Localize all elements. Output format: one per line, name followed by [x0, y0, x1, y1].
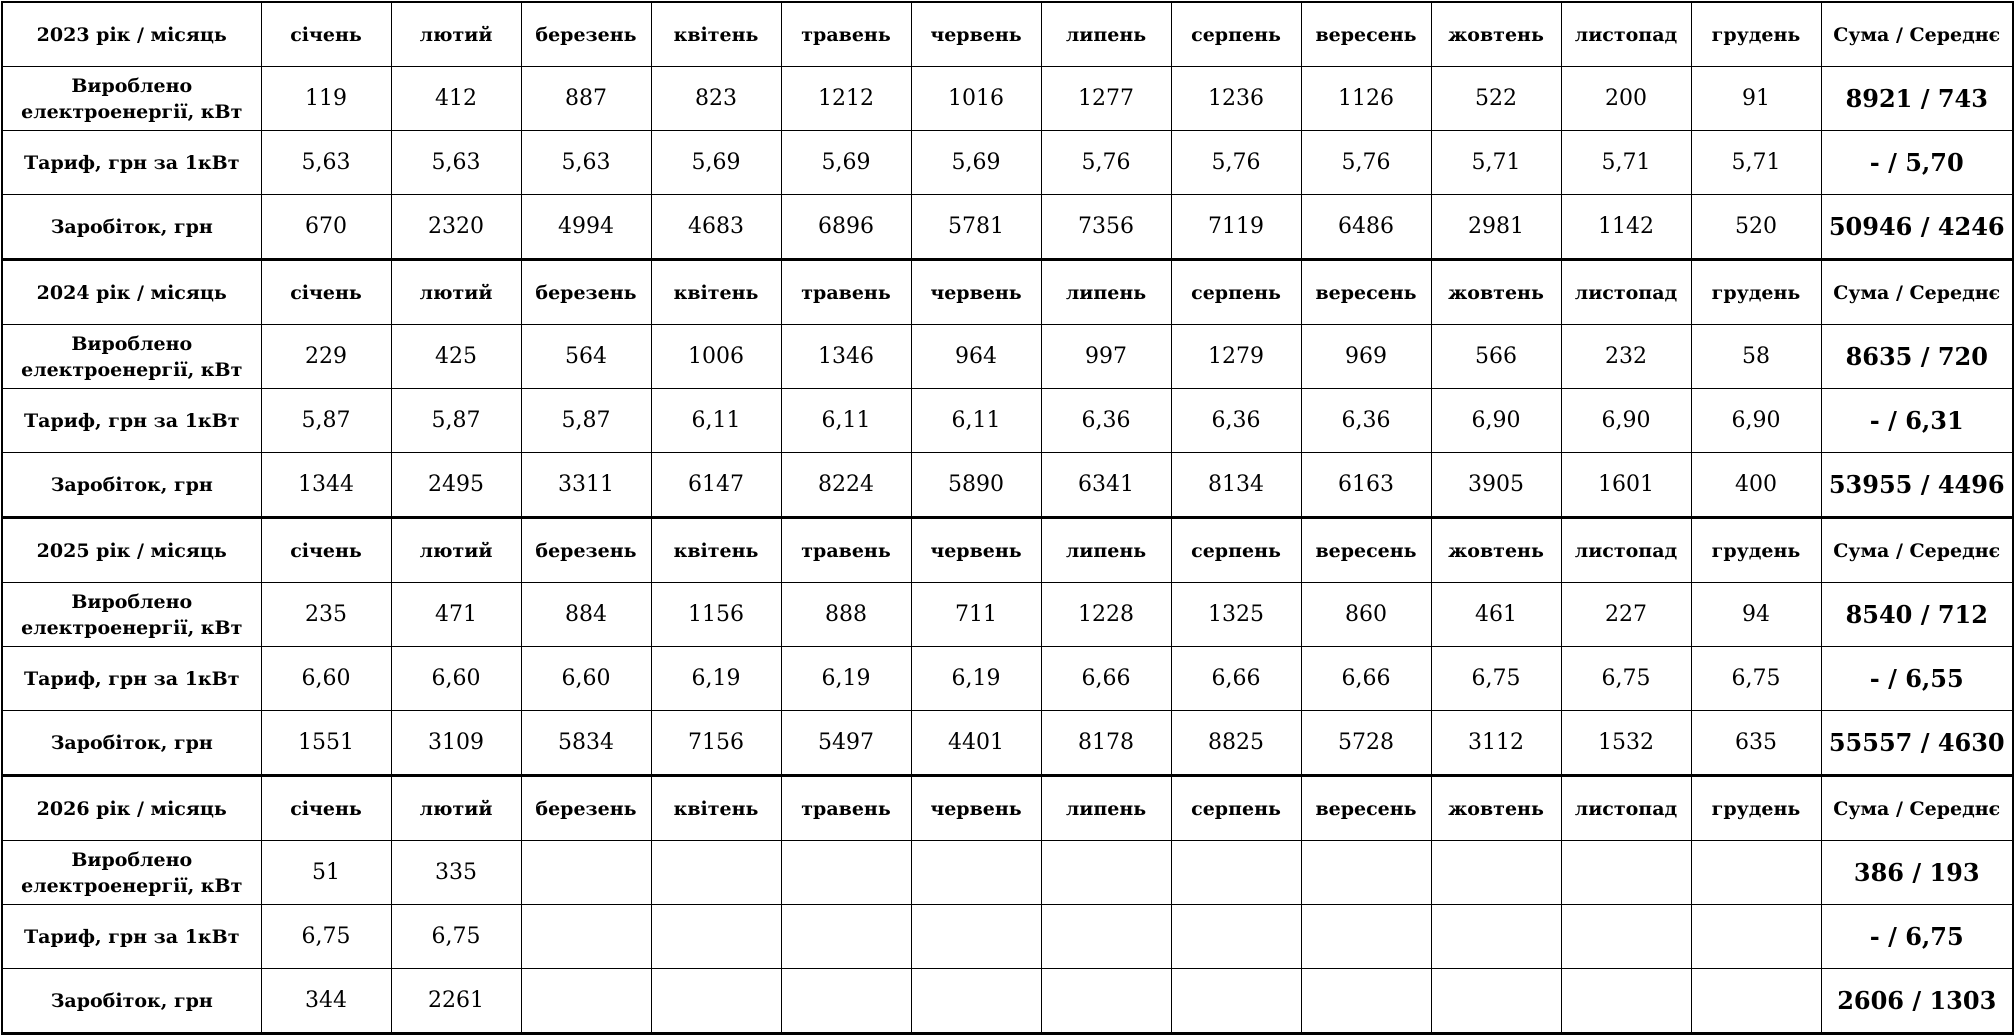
tariff-cell: 6,11	[781, 389, 911, 453]
tariff-cell: 6,75	[1561, 647, 1691, 711]
month-header: квітень	[651, 260, 781, 325]
tariff-cell: 5,76	[1041, 131, 1171, 195]
year-title: 2023 рік / місяць	[2, 2, 261, 67]
tariff-cell: 6,11	[651, 389, 781, 453]
earnings-row	[2, 195, 2013, 260]
earnings-cell: 670	[261, 195, 391, 260]
earnings-cell	[521, 969, 651, 1034]
tariff-cell: 6,90	[1691, 389, 1821, 453]
produced-cell: 1228	[1041, 583, 1171, 647]
earnings-cell: 1344	[261, 453, 391, 518]
total-header: Сума / Середнє	[1821, 260, 2013, 325]
produced-cell: 1346	[781, 325, 911, 389]
month-header: листопад	[1561, 2, 1691, 67]
earnings-cell: 6486	[1301, 195, 1431, 260]
month-header: липень	[1041, 2, 1171, 67]
month-header: жовтень	[1431, 518, 1561, 583]
earnings-cell: 3109	[391, 711, 521, 776]
produced-cell: 232	[1561, 325, 1691, 389]
tariff-label: Тариф, грн за 1кВт	[2, 647, 261, 711]
produced-cell: 884	[521, 583, 651, 647]
earnings-cell: 6163	[1301, 453, 1431, 518]
month-header: січень	[261, 518, 391, 583]
produced-cell: 94	[1691, 583, 1821, 647]
tariff-cell: 6,60	[521, 647, 651, 711]
produced-cell	[1301, 841, 1431, 905]
month-header: січень	[261, 260, 391, 325]
earnings-cell: 1142	[1561, 195, 1691, 260]
month-header: червень	[911, 260, 1041, 325]
produced-cell	[1431, 841, 1561, 905]
tariff-cell	[651, 905, 781, 969]
earnings-label: Заробіток, грн	[2, 711, 261, 776]
tariff-cell: 6,11	[911, 389, 1041, 453]
produced-cell: 1236	[1171, 67, 1301, 131]
earnings-row	[2, 711, 2013, 776]
tariff-cell: 5,63	[521, 131, 651, 195]
earnings-cell	[1431, 969, 1561, 1034]
month-header: березень	[521, 518, 651, 583]
earnings-cell: 8825	[1171, 711, 1301, 776]
tariff-cell	[1171, 905, 1301, 969]
tariff-label: Тариф, грн за 1кВт	[2, 131, 261, 195]
tariff-cell: 5,63	[391, 131, 521, 195]
produced-cell: 425	[391, 325, 521, 389]
month-header: грудень	[1691, 260, 1821, 325]
earnings-cell	[911, 969, 1041, 1034]
tariff-cell	[521, 905, 651, 969]
earnings-cell: 3311	[521, 453, 651, 518]
month-header: грудень	[1691, 2, 1821, 67]
month-header: грудень	[1691, 776, 1821, 841]
produced-cell: 229	[261, 325, 391, 389]
produced-cell: 711	[911, 583, 1041, 647]
earnings-cell: 6896	[781, 195, 911, 260]
produced-cell	[521, 841, 651, 905]
month-header: травень	[781, 2, 911, 67]
tariff-row	[2, 905, 2013, 969]
earnings-cell: 3112	[1431, 711, 1561, 776]
produced-cell: 51	[261, 841, 391, 905]
earnings-cell	[651, 969, 781, 1034]
tariff-cell	[1041, 905, 1171, 969]
month-header: листопад	[1561, 518, 1691, 583]
produced-cell: 227	[1561, 583, 1691, 647]
tariff-cell	[911, 905, 1041, 969]
produced-total: 8540 / 712	[1821, 583, 2013, 647]
produced-cell: 964	[911, 325, 1041, 389]
tariff-cell: 6,75	[261, 905, 391, 969]
earnings-cell: 1601	[1561, 453, 1691, 518]
earnings-cell: 5834	[521, 711, 651, 776]
tariff-row	[2, 389, 2013, 453]
produced-cell: 566	[1431, 325, 1561, 389]
produced-cell: 888	[781, 583, 911, 647]
earnings-cell: 400	[1691, 453, 1821, 518]
produced-cell: 1279	[1171, 325, 1301, 389]
tariff-cell: 6,75	[1691, 647, 1821, 711]
earnings-cell: 5781	[911, 195, 1041, 260]
produced-label: Вироблено електроенергії, кВт	[2, 325, 261, 389]
produced-cell: 887	[521, 67, 651, 131]
month-header: листопад	[1561, 776, 1691, 841]
tariff-cell: 5,87	[261, 389, 391, 453]
tariff-cell: 6,36	[1171, 389, 1301, 453]
tariff-row	[2, 131, 2013, 195]
earnings-total: 55557 / 4630	[1821, 711, 2013, 776]
month-header: квітень	[651, 776, 781, 841]
produced-cell: 1016	[911, 67, 1041, 131]
month-header: червень	[911, 776, 1041, 841]
month-header: березень	[521, 2, 651, 67]
earnings-cell	[1171, 969, 1301, 1034]
tariff-cell: 6,60	[261, 647, 391, 711]
month-header: березень	[521, 776, 651, 841]
month-header: серпень	[1171, 518, 1301, 583]
earnings-total: 53955 / 4496	[1821, 453, 2013, 518]
earnings-cell: 6341	[1041, 453, 1171, 518]
tariff-cell: 5,71	[1561, 131, 1691, 195]
earnings-cell	[1691, 969, 1821, 1034]
earnings-cell: 2261	[391, 969, 521, 1034]
month-header: квітень	[651, 518, 781, 583]
produced-cell: 1212	[781, 67, 911, 131]
month-header: червень	[911, 2, 1041, 67]
month-header: грудень	[1691, 518, 1821, 583]
year-header-row	[2, 2, 2013, 67]
earnings-cell: 5497	[781, 711, 911, 776]
month-header: листопад	[1561, 260, 1691, 325]
tariff-cell: 6,60	[391, 647, 521, 711]
earnings-cell: 6147	[651, 453, 781, 518]
earnings-row	[2, 969, 2013, 1034]
month-header: травень	[781, 260, 911, 325]
produced-cell: 471	[391, 583, 521, 647]
month-header: вересень	[1301, 260, 1431, 325]
produced-cell: 1277	[1041, 67, 1171, 131]
tariff-cell: 6,66	[1171, 647, 1301, 711]
tariff-cell: 5,71	[1431, 131, 1561, 195]
tariff-cell: 5,76	[1301, 131, 1431, 195]
tariff-cell	[1301, 905, 1431, 969]
year-title: 2026 рік / місяць	[2, 776, 261, 841]
tariff-label: Тариф, грн за 1кВт	[2, 389, 261, 453]
produced-row	[2, 841, 2013, 905]
produced-cell: 91	[1691, 67, 1821, 131]
tariff-row	[2, 647, 2013, 711]
earnings-cell: 3905	[1431, 453, 1561, 518]
earnings-cell: 1551	[261, 711, 391, 776]
year-title: 2024 рік / місяць	[2, 260, 261, 325]
produced-row	[2, 583, 2013, 647]
total-header: Сума / Середнє	[1821, 776, 2013, 841]
produced-cell: 412	[391, 67, 521, 131]
tariff-cell	[1691, 905, 1821, 969]
tariff-label: Тариф, грн за 1кВт	[2, 905, 261, 969]
produced-cell	[781, 841, 911, 905]
produced-cell: 522	[1431, 67, 1561, 131]
tariff-cell: 6,75	[391, 905, 521, 969]
month-header: січень	[261, 2, 391, 67]
earnings-cell: 8178	[1041, 711, 1171, 776]
total-header: Сума / Середнє	[1821, 518, 2013, 583]
earnings-cell: 8224	[781, 453, 911, 518]
earnings-cell: 344	[261, 969, 391, 1034]
earnings-total: 2606 / 1303	[1821, 969, 2013, 1034]
tariff-cell: 6,90	[1431, 389, 1561, 453]
produced-cell: 119	[261, 67, 391, 131]
produced-cell: 969	[1301, 325, 1431, 389]
tariff-cell: 6,36	[1301, 389, 1431, 453]
produced-total: 8635 / 720	[1821, 325, 2013, 389]
month-header: липень	[1041, 260, 1171, 325]
earnings-cell: 5728	[1301, 711, 1431, 776]
produced-cell: 200	[1561, 67, 1691, 131]
produced-cell: 461	[1431, 583, 1561, 647]
month-header: лютий	[391, 260, 521, 325]
tariff-cell: 6,19	[651, 647, 781, 711]
earnings-cell	[1301, 969, 1431, 1034]
tariff-cell	[781, 905, 911, 969]
month-header: жовтень	[1431, 2, 1561, 67]
month-header: березень	[521, 260, 651, 325]
tariff-cell: 6,36	[1041, 389, 1171, 453]
table-body	[2, 2, 2013, 1034]
year-header-row	[2, 260, 2013, 325]
earnings-cell: 1532	[1561, 711, 1691, 776]
produced-cell: 335	[391, 841, 521, 905]
earnings-label: Заробіток, грн	[2, 453, 261, 518]
produced-cell: 58	[1691, 325, 1821, 389]
earnings-cell: 7156	[651, 711, 781, 776]
earnings-cell: 2981	[1431, 195, 1561, 260]
produced-cell	[1171, 841, 1301, 905]
month-header: лютий	[391, 776, 521, 841]
earnings-cell: 520	[1691, 195, 1821, 260]
month-header: жовтень	[1431, 260, 1561, 325]
month-header: серпень	[1171, 260, 1301, 325]
tariff-cell: 6,19	[781, 647, 911, 711]
produced-total: 8921 / 743	[1821, 67, 2013, 131]
tariff-cell: 5,69	[911, 131, 1041, 195]
year-title: 2025 рік / місяць	[2, 518, 261, 583]
produced-cell	[911, 841, 1041, 905]
month-header: червень	[911, 518, 1041, 583]
tariff-cell: 5,87	[521, 389, 651, 453]
produced-cell: 997	[1041, 325, 1171, 389]
tariff-cell: 5,69	[781, 131, 911, 195]
earnings-row	[2, 453, 2013, 518]
earnings-cell: 4401	[911, 711, 1041, 776]
produced-cell: 1006	[651, 325, 781, 389]
tariff-total: - / 5,70	[1821, 131, 2013, 195]
month-header: липень	[1041, 518, 1171, 583]
month-header: вересень	[1301, 518, 1431, 583]
year-header-row	[2, 776, 2013, 841]
tariff-cell: 5,71	[1691, 131, 1821, 195]
month-header: квітень	[651, 2, 781, 67]
tariff-cell: 6,90	[1561, 389, 1691, 453]
produced-cell: 1325	[1171, 583, 1301, 647]
month-header: лютий	[391, 518, 521, 583]
tariff-total: - / 6,75	[1821, 905, 2013, 969]
month-header: липень	[1041, 776, 1171, 841]
earnings-total: 50946 / 4246	[1821, 195, 2013, 260]
produced-label: Вироблено електроенергії, кВт	[2, 841, 261, 905]
produced-cell: 823	[651, 67, 781, 131]
produced-cell	[1691, 841, 1821, 905]
produced-cell: 860	[1301, 583, 1431, 647]
earnings-cell: 635	[1691, 711, 1821, 776]
earnings-cell: 2495	[391, 453, 521, 518]
earnings-label: Заробіток, грн	[2, 969, 261, 1034]
tariff-cell: 6,75	[1431, 647, 1561, 711]
year-header-row	[2, 518, 2013, 583]
tariff-cell: 6,19	[911, 647, 1041, 711]
tariff-total: - / 6,31	[1821, 389, 2013, 453]
produced-cell	[651, 841, 781, 905]
earnings-cell: 2320	[391, 195, 521, 260]
energy-report-table	[1, 1, 2014, 1035]
produced-cell	[1561, 841, 1691, 905]
tariff-cell: 5,69	[651, 131, 781, 195]
produced-cell: 235	[261, 583, 391, 647]
produced-cell: 564	[521, 325, 651, 389]
earnings-cell: 4683	[651, 195, 781, 260]
produced-cell: 1126	[1301, 67, 1431, 131]
total-header: Сума / Середнє	[1821, 2, 2013, 67]
month-header: вересень	[1301, 2, 1431, 67]
month-header: серпень	[1171, 776, 1301, 841]
produced-row	[2, 67, 2013, 131]
month-header: вересень	[1301, 776, 1431, 841]
month-header: жовтень	[1431, 776, 1561, 841]
tariff-cell	[1431, 905, 1561, 969]
month-header: січень	[261, 776, 391, 841]
earnings-cell: 7119	[1171, 195, 1301, 260]
month-header: серпень	[1171, 2, 1301, 67]
tariff-cell: 5,76	[1171, 131, 1301, 195]
tariff-cell: 6,66	[1301, 647, 1431, 711]
tariff-cell: 5,63	[261, 131, 391, 195]
earnings-cell: 8134	[1171, 453, 1301, 518]
earnings-cell: 7356	[1041, 195, 1171, 260]
month-header: лютий	[391, 2, 521, 67]
earnings-label: Заробіток, грн	[2, 195, 261, 260]
earnings-cell	[1041, 969, 1171, 1034]
produced-label: Вироблено електроенергії, кВт	[2, 583, 261, 647]
produced-row	[2, 325, 2013, 389]
tariff-cell	[1561, 905, 1691, 969]
produced-cell: 1156	[651, 583, 781, 647]
tariff-cell: 5,87	[391, 389, 521, 453]
month-header: травень	[781, 776, 911, 841]
tariff-total: - / 6,55	[1821, 647, 2013, 711]
produced-total: 386 / 193	[1821, 841, 2013, 905]
earnings-cell	[1561, 969, 1691, 1034]
earnings-cell: 5890	[911, 453, 1041, 518]
produced-label: Вироблено електроенергії, кВт	[2, 67, 261, 131]
earnings-cell: 4994	[521, 195, 651, 260]
month-header: травень	[781, 518, 911, 583]
tariff-cell: 6,66	[1041, 647, 1171, 711]
earnings-cell	[781, 969, 911, 1034]
produced-cell	[1041, 841, 1171, 905]
